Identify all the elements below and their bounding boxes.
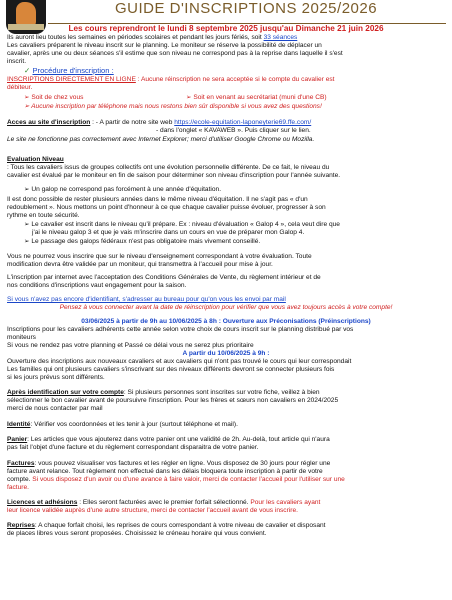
after-ident-line-2: sélectionner le bon cavalier avant de poursuivre l'inscription. Pour les frères et sœurs non cavaliers en 2024/2025	[7, 397, 339, 404]
procedure-heading: ✓ Procédure d'inscription :	[24, 66, 114, 75]
arrow-icon: ➢	[24, 94, 32, 101]
phone-note: ➢ Aucune inscription par téléphone mais nous restons bien sûr disponible si vous avez des questions!	[24, 103, 322, 110]
open-registration-line-3: si les jours prévus sont différents.	[7, 374, 105, 381]
check-icon: ✓	[24, 66, 33, 75]
arrow-icon: ➢	[186, 94, 194, 101]
factures-line-4: facture.	[7, 484, 29, 491]
intro-line-4: inscrit.	[7, 58, 27, 65]
intro-line-2: Les cavaliers préparent le niveau inscrit sur le planning. Le moniteur se réserve la possibilité de déplacer un	[7, 42, 322, 49]
open-registration-heading: A partir du 10/06/2025 à 9h :	[182, 350, 270, 357]
arrow-icon: ➢	[24, 103, 32, 110]
registration-site-link[interactable]: https://ecole-equitation-laponeyterie69.ffe.com/	[174, 119, 312, 126]
bullet-same-level-3: rythme en toute sécurité.	[7, 212, 80, 219]
access-line-2: - dans l'onglet « KAVAWEB ». Puis cliquer sur le lien.	[156, 127, 311, 134]
identite-line: Identité: Vérifier vos coordonnées et les tenir à jour (surtout téléphone et mail).	[7, 421, 238, 428]
intro-line-3: cavalier, après une ou deux séances s'il estime que son niveau ne correspond pas à la reprise dans laquelle il s'est	[7, 50, 343, 57]
season-dates: Les cours reprendront le lundi 8 septembre 2025 jusqu'au Dimanche 21 juin 2026	[68, 24, 384, 33]
bullet-galop: ➢ Un galop ne correspond pas forcément à une année d'équitation.	[24, 186, 222, 193]
evaluation-para-1: Vous ne pourrez vous inscrire que sur le niveau d'enseignement correspondant à votre évaluation. Toute	[7, 253, 312, 260]
intro-line-1: Ils auront lieu toutes les semaines en périodes scolaires et pendant les jours fériés, soit 33 séances	[7, 34, 298, 41]
evaluation-line-3: cavalier est évalué par le moniteur en fin de saison pour déterminer son niveau d'inscription pour l'année suivante.	[7, 172, 341, 179]
factures-line-3: compte. Si vous disposez d'un avoir ou d'une avance à faire valoir, merci de contacter l'accueil pour l'utiliser sur une	[7, 476, 345, 483]
panier-line-1: Panier: Les articles que vous ajouterez dans votre panier ont une validité de 2h. Au-delà, tout article qui n'aura	[7, 436, 330, 443]
reprises-line-2: de places libres vous seront proposées. Choisissez le créneau horaire qui vous convient.	[7, 530, 267, 537]
preinscription-heading: 03/06/2025 à partir de 9h au 10/06/2025 à 8h : Ouverture aux Préconisations (Préinscriptions)	[81, 318, 371, 325]
sessions-count: 33 séances	[263, 34, 298, 41]
factures-line-2: facture avant relance. Tout règlement non effectué dans les délais bloquera toute inscription à partir de votre	[7, 468, 323, 475]
page-title: GUIDE D'INSCRIPTIONS 2025/2026	[114, 0, 378, 17]
panier-line-2: pas fait l'objet d'une facture et du règlement correspondant disparaitra de votre panier.	[7, 444, 259, 451]
online-line-2: débiteur.	[7, 84, 33, 91]
open-registration-line-2: Les familles qui ont plusieurs cavaliers s'inscrivant sur des niveaux différents devront se connecter plusieurs fois	[7, 366, 335, 373]
preinscription-line-1: Inscriptions pour les cavaliers adhérents cette année selon votre choix de cours inscrit sur le planning distribué par vos	[7, 326, 354, 333]
option-home: ➢ Soit de chez vous	[24, 94, 84, 101]
preinscription-line-3: Si vous ne rendez pas votre planning et Passé ce délai vous ne serez plus prioritaire	[7, 342, 254, 349]
bullet-same-level-1: Il est donc possible de rester plusieurs années dans le même niveau d'équitation. Il ne s'agit pas « d'un	[7, 196, 308, 203]
online-line-1: INSCRIPTIONS DIRECTEMENT EN LIGNE : Aucune réinscription ne sera acceptée si le compte du cavalier est	[7, 76, 335, 83]
browser-note: Le site ne fonctionne pas correctement avec Internet Explorer; merci d'utiliser Google Chrome ou Mozilla.	[7, 136, 315, 143]
identifier-note: Si vous n'avez pas encore d'identifiant, s'adresser au bureau pour qu'on vous les envoi par mail	[7, 296, 286, 303]
reprises-line-1: Reprises: A chaque forfait choisi, les reprises de cours correspondant à votre niveau de cavalier et disposant	[7, 522, 326, 529]
access-line-1: Acces au site d'inscription : - A partir de notre site web https://ecole-equitation-laponeyterie69.ffe.com/	[7, 119, 312, 126]
evaluation-para-2: modification devra être validée par un moniteur, qui transmettra à l'accueil pour mise à jour.	[7, 261, 273, 268]
preinscription-line-2: moniteurs	[7, 334, 36, 341]
option-office: ➢ Soit en venant au secrétariat (muni d'une CB)	[186, 94, 327, 101]
licences-line-2: leur licence validée auprès d'une autre structure, merci de contacter l'accueil avant de vous inscrire.	[7, 507, 298, 514]
bullet-level-1: ➢ Le cavalier est inscrit dans le niveau qu'il prépare. Ex : niveau d'évaluation « Galop 4 », cela veut dire que	[24, 221, 340, 228]
bullet-same-level-2: redoublement ». Nous mettons un point d'honneur à ce que chaque cavalier puisse évoluer, progresser à son	[7, 204, 326, 211]
evaluation-line-1: Evaluation Niveau	[7, 156, 64, 163]
after-ident-line-3: merci de nous contacter par mail	[7, 405, 103, 412]
arrow-icon: ➢	[24, 221, 32, 228]
evaluation-para-4: nos conditions d'inscriptions vaut engagement pour la saison.	[7, 282, 187, 289]
bullet-federal: ➢ Le passage des galops fédéraux n'est pas obligatoire mais vivement conseillé.	[24, 238, 261, 245]
evaluation-para-3: L'inscription par internet avec l'acceptation des Conditions Générales de Vente, du règlement intérieur et de	[7, 274, 321, 281]
arrow-icon: ➢	[24, 186, 32, 193]
open-registration-line-1: Ouverture des inscriptions aux nouveaux cavaliers et aux cavaliers qui n'ont pas trouvé le cours qui leur correspondait	[7, 358, 352, 365]
arrow-icon: ➢	[24, 238, 32, 245]
evaluation-line-2: : Tous les cavaliers issus de groupes collectifs ont une évolution personnelle différente. De ce fait, le niveau du	[7, 164, 330, 171]
bullet-level-2: j'ai le niveau galop 3 et que je vais m'inscrire dans un cours en vue de préparer mon Galop 4.	[32, 229, 305, 236]
licences-line-1: Licences et adhésions : Elles seront facturées avec le premier forfait sélectionné. Pour les cavaliers ayant	[7, 499, 321, 506]
login-reminder: Pensez à vous connecter avant la date de réinscription pour vérifier que vous avez toujours accès à votre compte!	[59, 304, 393, 311]
after-ident-line-1: Après identification sur votre compte: Si plusieurs personnes sont inscrites sur votre fiche, veillez à bien	[7, 389, 320, 396]
factures-line-1: Factures: vous pouvez visualiser vos factures et les régler en ligne. Vous disposez de 30 jours pour régler une	[7, 460, 331, 467]
